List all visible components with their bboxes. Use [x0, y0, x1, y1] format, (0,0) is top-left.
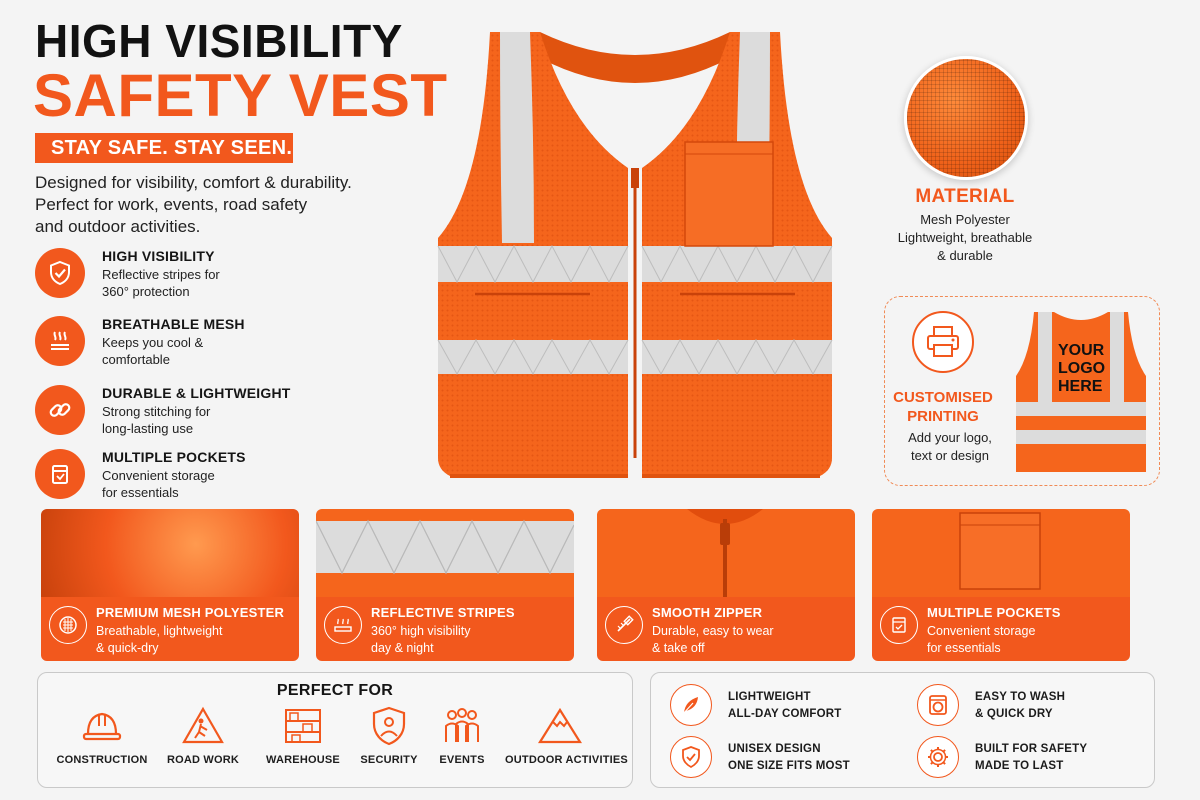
- feature-desc: Strong stitching for long-lasting use: [102, 404, 211, 436]
- feature-title: DURABLE & LIGHTWEIGHT: [102, 385, 291, 401]
- mountain-icon: [538, 706, 582, 746]
- custom-printing-desc: Add your logo, text or design: [908, 430, 992, 463]
- mesh-fabric-icon: [49, 606, 87, 644]
- card-desc: 360° high visibility day & night: [371, 624, 471, 655]
- use-case-warehouse: WAREHOUSE: [248, 706, 358, 766]
- feature-desc: Keeps you cool & comfortable: [102, 335, 204, 367]
- zipper-icon: [605, 606, 643, 644]
- tagline-banner: STAY SAFE. STAY SEEN.: [35, 133, 293, 163]
- card-multiple-pockets: [872, 509, 1130, 661]
- feature-desc: Reflective stripes for 360° protection: [102, 267, 220, 299]
- intro-text: [35, 172, 355, 238]
- shield-check-icon: [35, 248, 85, 298]
- title-line-1: HIGH VISIBILITY: [35, 15, 403, 67]
- pocket-photo: [872, 509, 1130, 597]
- safety-vest-image: [430, 18, 840, 488]
- benefit-lightweight: LIGHTWEIGHT ALL-DAY COMFORT: [670, 684, 900, 730]
- gear-icon: [917, 736, 959, 778]
- card-desc: Durable, easy to wear & take off: [652, 624, 774, 655]
- feature-title: BREATHABLE MESH: [102, 316, 245, 332]
- pocket-icon: [880, 606, 918, 644]
- feature-title: MULTIPLE POCKETS: [102, 449, 246, 465]
- card-title: SMOOTH ZIPPER: [652, 605, 763, 620]
- card-desc: Convenient storage for essentials: [927, 624, 1036, 655]
- feature-high-visibility: [35, 248, 305, 304]
- warehouse-shelves-icon: [281, 706, 325, 746]
- use-case-security: SECURITY: [334, 706, 444, 766]
- card-title: REFLECTIVE STRIPES: [371, 605, 515, 620]
- people-group-icon: [440, 706, 484, 746]
- card-desc: Breathable, lightweight & quick-dry: [96, 624, 223, 655]
- pocket-icon: [35, 449, 85, 499]
- fabric-closeup-image: [904, 56, 1028, 180]
- heat-waves-icon: [35, 316, 85, 366]
- feature-multiple-pockets: [35, 449, 305, 505]
- card-smooth-zipper: [597, 509, 855, 661]
- use-case-road-work: ROAD WORK: [148, 706, 258, 766]
- title-line-2: SAFETY VEST: [33, 62, 448, 129]
- feature-title: HIGH VISIBILITY: [102, 248, 215, 264]
- perfect-for-title: PERFECT FOR: [276, 682, 394, 699]
- use-case-events: EVENTS: [407, 706, 517, 766]
- intro-line: and outdoor activities.: [35, 217, 201, 236]
- zipper-photo: [597, 509, 855, 597]
- washing-machine-icon: [917, 684, 959, 726]
- security-guard-icon: [367, 706, 411, 746]
- card-title: MULTIPLE POCKETS: [927, 605, 1061, 620]
- intro-line: Designed for visibility, comfort & durability.: [35, 173, 352, 192]
- reflective-stripe-icon: [324, 606, 362, 644]
- benefit-built-for-safety: BUILT FOR SAFETY MADE TO LAST: [917, 736, 1147, 782]
- feature-durable-lightweight: [35, 385, 305, 441]
- benefit-easy-wash: EASY TO WASH & QUICK DRY: [917, 684, 1147, 730]
- printer-icon: [912, 311, 974, 373]
- hard-hat-icon: [80, 706, 124, 746]
- feather-icon: [670, 684, 712, 726]
- reflective-stripe-photo: [316, 509, 574, 597]
- chain-link-icon: [35, 385, 85, 435]
- custom-printing-title: CUSTOMISED PRINTING: [893, 389, 993, 425]
- feature-desc: Convenient storage for essentials: [102, 468, 215, 500]
- material-title: MATERIAL: [915, 186, 1015, 207]
- road-work-sign-icon: [181, 706, 225, 746]
- card-reflective-stripes: [316, 509, 574, 661]
- logo-placeholder-text: YOUR LOGO HERE: [1058, 342, 1106, 395]
- mesh-fabric-photo: [41, 509, 299, 597]
- card-title: PREMIUM MESH POLYESTER: [96, 605, 285, 620]
- card-mesh-polyester: [41, 509, 299, 661]
- use-case-outdoor-activities: OUTDOOR ACTIVITIES: [505, 706, 615, 766]
- intro-line: Perfect for work, events, road safety: [35, 195, 308, 214]
- use-case-construction: CONSTRUCTION: [47, 706, 157, 766]
- feature-breathable-mesh: [35, 316, 305, 372]
- shield-check-icon: [670, 736, 712, 778]
- benefit-unisex: UNISEX DESIGN ONE SIZE FITS MOST: [670, 736, 900, 782]
- material-desc: Mesh Polyester Lightweight, breathable & durable: [897, 212, 1033, 263]
